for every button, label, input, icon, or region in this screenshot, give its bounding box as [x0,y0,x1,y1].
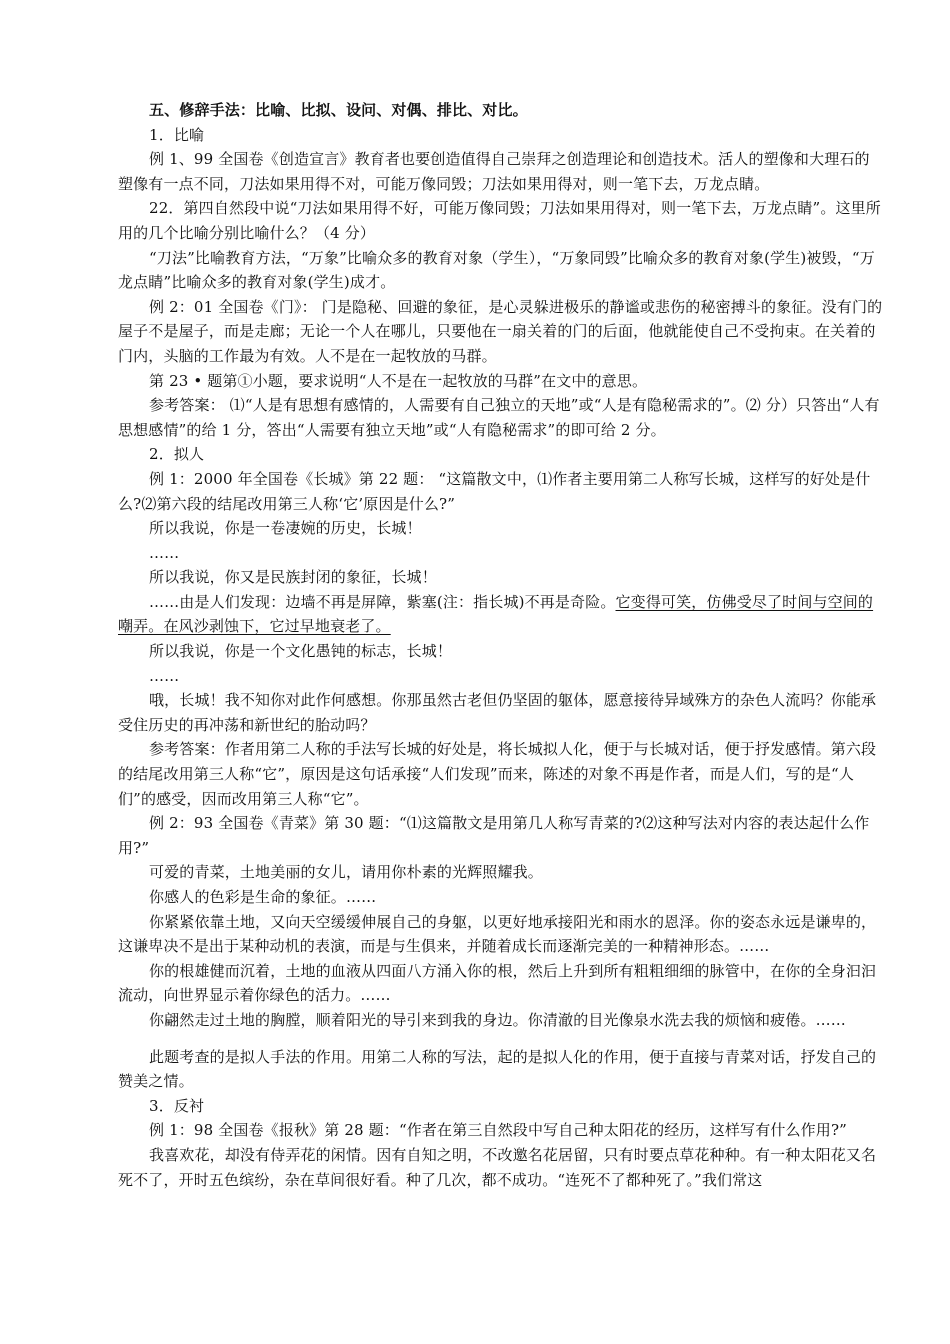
quote-line: 所以我说，你又是民族封闭的象征，长城！ [149,568,437,587]
subsection-title-metaphor: 1．比喻 [149,125,205,144]
question-paragraph: 22．第四自然段中说“刀法如果用得不好，可能万像同毁；刀法如果用得对，则一笔下去，万龙点睛”。这里所用的几个比喻分别比喻什么？（4 分） [118,199,881,242]
question-paragraph: 例 1：2000 年全国卷《长城》第 22 题： “这篇散文中，⑴作者主要用第二人称写长城，这样写的好处是什么?⑵第六段的结尾改用第三人称‘它’原因是什么?” [118,469,871,513]
quote-text: ……由是人们发现：边墙不再是屏障，紫塞(注：指长城)不再是奇险。 [149,592,616,611]
quote-line: 所以我说，你是一个文化愚钝的标志，长城！ [149,642,453,661]
question-paragraph: 例 1：98 全国卷《报秋》第 28 题：“作者在第三自然段中写自己种太阳花的经历，这样写有什么作用?” [149,1121,847,1140]
subsection-title-contrast: 3．反衬 [149,1096,205,1115]
quote-paragraph: 我喜欢花，却没有侍弄花的闲情。因有自知之明，不改邀名花居留，只有时要点草花种种。有一种太阳花又名死不了，开时五色缤纷，杂在草间很好看。种了几次，都不成功。“连死不了都种死了。”我们常这 [118,1145,877,1189]
quote-line: 可爱的青菜，土地美丽的女儿，请用你朴素的光辉照耀我。 [149,863,543,882]
quote-line: 你感人的色彩是生命的象征。…… [149,888,377,906]
answer-paragraph: 参考答案： ⑴“人是有思想有感情的，人需要有自己独立的天地”或“人是有隐秘需求的”。⑵ 分）只答出“人有思想感情”的给 1 分，答出“人需要有独立天地”或“人有隐秘需求”的即可给 2 分。 [118,396,880,439]
subsection-title-personification: 2．拟人 [149,445,205,464]
underlined-quote-text: 它变得可笑，仿佛受尽了时间与空间的嘲弄。在风沙剥蚀下，它过早地衰老了。 [118,592,874,636]
answer-paragraph: “刀法”比喻教育方法，“万象”比喻众多的教育对象（学生），“万象同毁”比喻众多的教育对象(学生)被毁，“万龙点睛”比喻众多的教育对象(学生)成才。 [118,248,875,292]
paragraph: 例 1、99 全国卷《创造宣言》教育者也要创造值得自己崇拜之创造理论和创造技术。活人的塑像和大理石的塑像有一点不同，刀法如果用得不对，可能万像同毁；刀法如果用得对，则一笔下去，万龙点睛。 [118,150,870,193]
answer-paragraph: 参考答案：作者用第二人称的手法写长城的好处是，将长城拟人化，便于与长城对话，便于抒发感情。第六段的结尾改用第三人称“它”，原因是这句话承接“人们发现”而来，陈述的对象不再是作者，而是人们，写的是“人们”的感受，因而改用第三人称“它”。 [118,740,877,808]
paragraph-gap [118,1033,884,1045]
answer-paragraph: 此题考查的是拟人手法的作用。用第二人称的写法，起的是拟人化的作用，便于直接与青菜对话，抒发自己的赞美之情。 [118,1047,877,1091]
quote-paragraph: 你紧紧依靠土地，又向天空缓缓伸展自己的身躯，以更好地承接阳光和雨水的恩泽。你的姿态永远是谦卑的，这谦卑决不是出于某种动机的表演，而是与生俱来，并随着成长而逐渐完美的一种精神形态。…… [118,912,877,956]
quote-line: 所以我说，你是一卷凄婉的历史，长城！ [149,519,422,538]
quote-paragraph: 哦，长城！我不知你对此作何感想。你那虽然古老但仍坚固的躯体，愿意接待异域殊方的杂色人流吗？你能承受住历史的再冲荡和新世纪的胎动吗？ [118,691,877,734]
question-paragraph: 例 2：93 全国卷《青菜》第 30 题：“⑴这篇散文是用第几人称写青菜的?⑵这种写法对内容的表达起什么作用?” [118,814,870,857]
quote-paragraph: 你的根雄健而沉着，土地的血液从四面八方涌入你的根，然后上升到所有粗粗细细的脉管中，在你的全身汩汩流动，向世界显示着你绿色的活力。…… [118,961,877,1005]
quote-line [118,590,884,639]
quote-paragraph: 你翩然走过土地的胸膛，顺着阳光的导引来到我的身边。你清澈的目光像泉水洗去我的烦恼和疲倦。…… [149,1010,846,1029]
question-paragraph: 第 23 • 题第①小题，要求说明“人不是在一起牧放的马群”在文中的意思。 [149,371,648,390]
ellipsis-line: …… [149,666,180,685]
paragraph: 例 2：01 全国卷《门》： 门是隐秘、回避的象征，是心灵躲进极乐的静谧或悲伤的秘密搏斗的象征。没有门的屋子不是屋子，而是走廊；无论一个人在哪儿，只要他在一扇关着的门的后面，他就能使自己不受拘束。在关着的门内，头脑的工作最为有效。人不是在一起牧放的马群。 [118,297,883,365]
ellipsis-line: …… [149,543,180,562]
section-title: 五、修辞手法：比喻、比拟、设问、对偶、排比、对比。 [149,101,528,119]
